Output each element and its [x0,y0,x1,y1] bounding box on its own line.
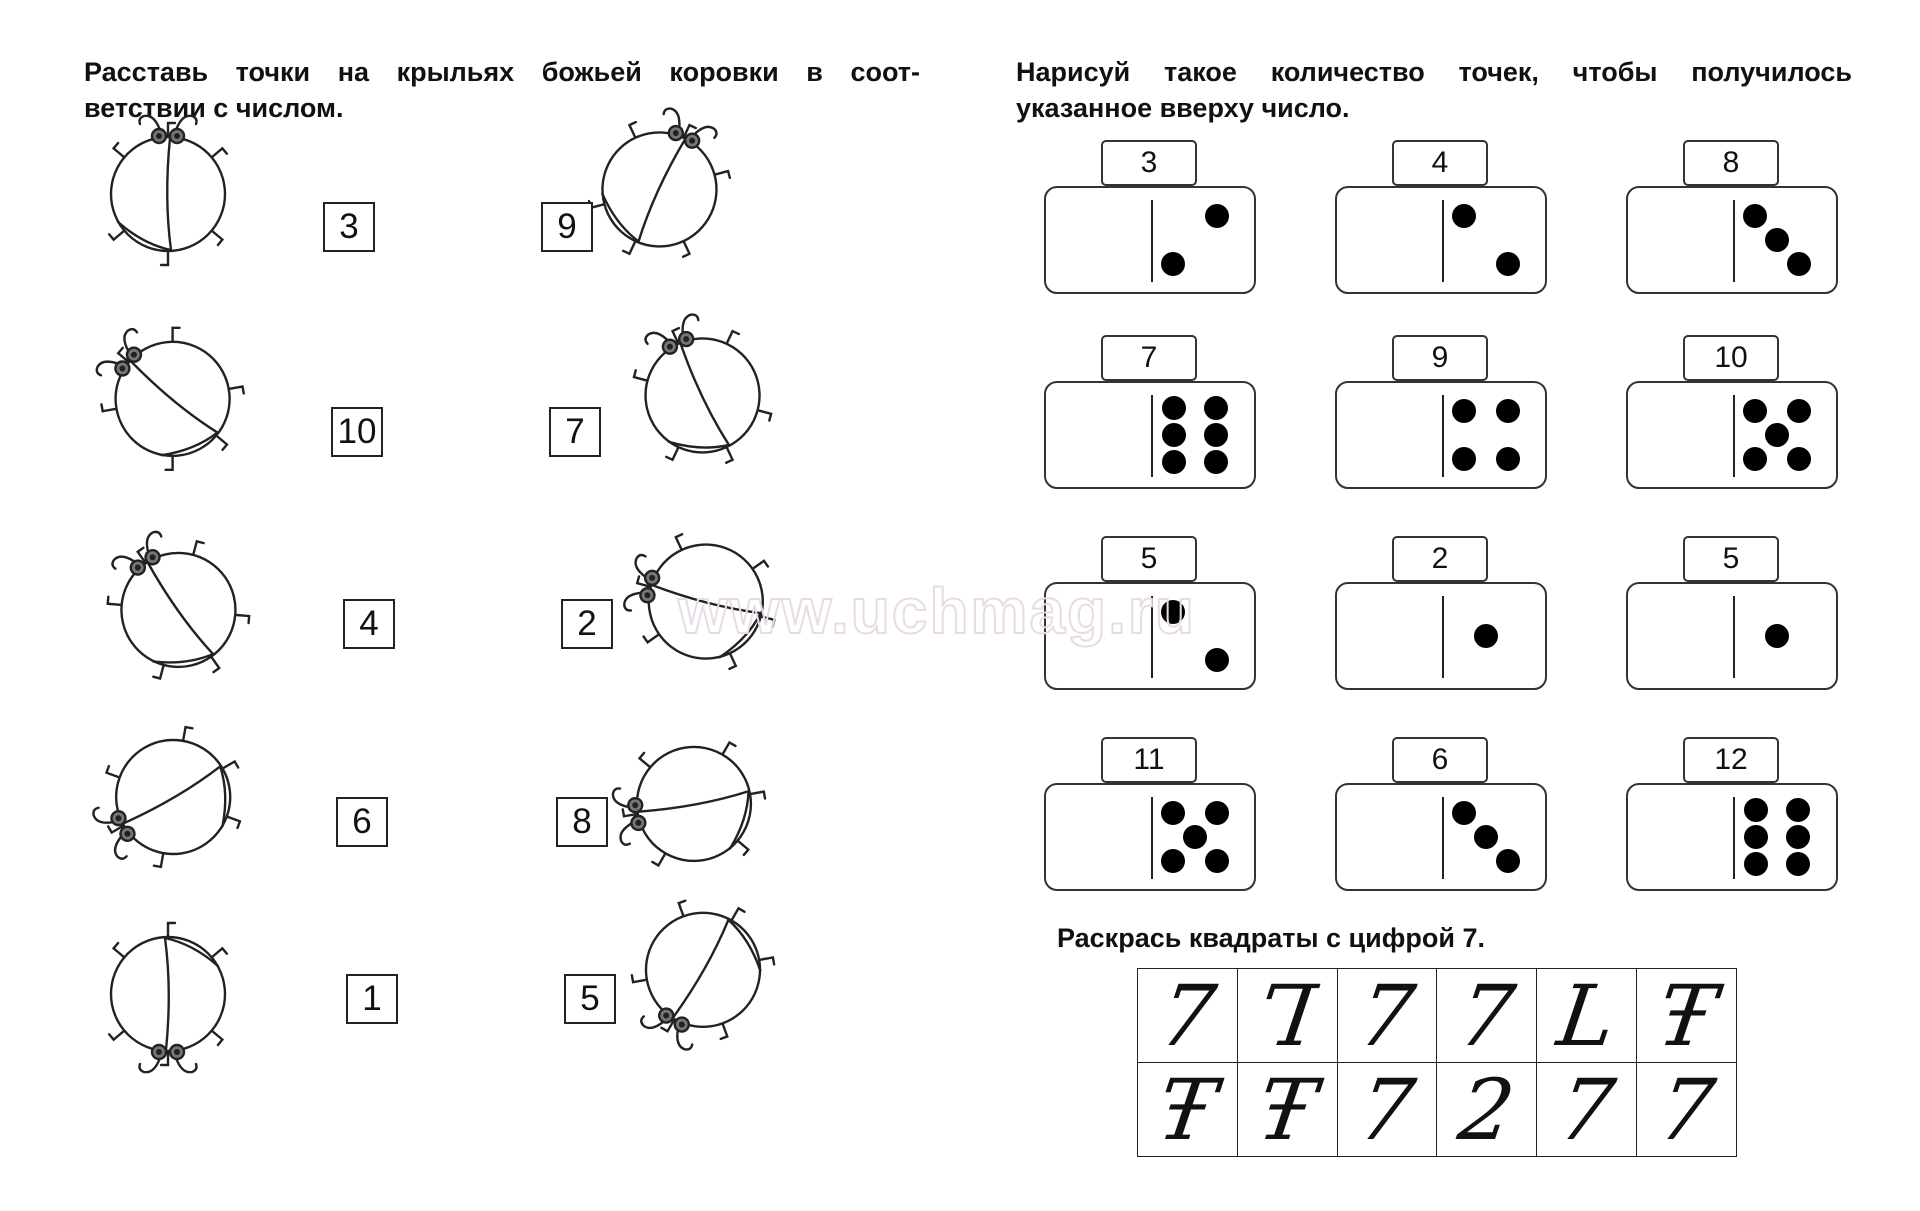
domino-divider [1442,596,1444,678]
domino-divider [1151,596,1153,678]
domino-dot [1786,798,1810,822]
domino-card [1044,536,1256,711]
grid-cell-digit: 7 [1553,1060,1621,1159]
ladybug-number-box: 4 [343,599,395,649]
domino-target-number: 7 [1101,335,1197,381]
domino-target-number: 11 [1101,737,1197,783]
domino-divider [1733,797,1735,879]
grid-row [1138,1063,1737,1157]
digit-coloring-grid [1137,968,1737,1157]
ladybug-number-box: 3 [323,202,375,252]
grid-cell-digit: Ŧ [1651,966,1722,1065]
domino-target-number: 9 [1392,335,1488,381]
grid-cell[interactable] [1337,966,1437,1065]
grid-cell[interactable] [1637,966,1737,1065]
grid-cell-digit: Ŧ [1152,1060,1223,1159]
domino-dot [1744,798,1768,822]
domino-body [1626,582,1838,690]
domino-dot [1765,228,1789,252]
grid-cell[interactable] [1237,1060,1337,1159]
domino-divider [1442,200,1444,282]
left-task-heading-line1: Расставь точки на крыльях божьей коровки в соот- [84,57,920,87]
grid-cell-digit: 7 [1153,966,1222,1065]
domino-body [1044,582,1256,690]
domino-target-number: 12 [1683,737,1779,783]
grid-cell[interactable] [1337,1060,1437,1159]
domino-dot [1204,450,1228,474]
grid-cell[interactable] [1637,1060,1737,1159]
grid-cell[interactable] [1138,1060,1238,1159]
domino-dot [1452,447,1476,471]
domino-body [1335,783,1547,891]
ladybug-number-box: 7 [549,407,601,457]
grid-cell[interactable] [1437,966,1537,1065]
domino-dot [1205,648,1229,672]
domino-dot [1452,801,1476,825]
domino-body [1335,582,1547,690]
domino-card [1626,536,1838,711]
domino-dot [1744,852,1768,876]
domino-dot [1474,825,1498,849]
domino-dot [1743,399,1767,423]
grid-row [1138,969,1737,1063]
domino-card [1335,140,1547,315]
domino-dot [1452,399,1476,423]
ladybug-number-box: 6 [336,797,388,847]
domino-divider [1442,395,1444,477]
ladybug-icon [615,305,785,480]
grid-cell[interactable] [1437,1060,1537,1159]
domino-dot [1161,801,1185,825]
domino-dot [1162,396,1186,420]
ladybug-number-box: 1 [346,974,398,1024]
domino-card [1044,737,1256,912]
domino-dot [1786,852,1810,876]
domino-divider [1733,596,1735,678]
grid-cell[interactable] [1537,1060,1637,1159]
domino-divider [1151,200,1153,282]
ladybug-icon [83,310,253,485]
domino-divider [1151,395,1153,477]
domino-dot [1474,624,1498,648]
domino-dot [1743,447,1767,471]
domino-dot [1496,849,1520,873]
grid-cell-digit: 7 [1353,966,1421,1065]
domino-divider [1442,797,1444,879]
domino-dot [1162,450,1186,474]
ladybug-number-box: 9 [541,202,593,252]
domino-target-number: 8 [1683,140,1779,186]
domino-body [1626,783,1838,891]
grid-cell-digit: 7 [1652,1060,1721,1159]
grid-cell[interactable] [1237,966,1337,1065]
color-task-heading: Раскрась квадраты с цифрой 7. [1057,923,1485,953]
domino-dot [1787,252,1811,276]
domino-target-number: 10 [1683,335,1779,381]
domino-card [1626,335,1838,510]
ladybug-icon [577,99,747,274]
right-task-heading-line1: Нарисуй такое количество точек, чтобы получилось [1016,57,1852,87]
grid-cell-digit: 7 [1453,966,1521,1065]
domino-body [1335,381,1547,489]
domino-dot [1205,849,1229,873]
domino-target-number: 5 [1101,536,1197,582]
domino-dot [1161,849,1185,873]
domino-dot [1765,624,1789,648]
domino-card [1044,335,1256,510]
grid-cell-digit: 2 [1453,1060,1521,1159]
domino-target-number: 2 [1392,536,1488,582]
domino-dot [1496,252,1520,276]
watermark: www.uchmag.ru [678,575,1196,647]
ladybug-icon [615,515,785,690]
ladybug-icon [615,890,785,1065]
domino-body [1044,783,1256,891]
domino-dot [1161,252,1185,276]
domino-dot [1204,396,1228,420]
domino-divider [1151,797,1153,879]
domino-dot [1452,204,1476,228]
domino-card [1335,737,1547,912]
domino-dot [1786,825,1810,849]
domino-dot [1496,399,1520,423]
domino-dot [1496,447,1520,471]
grid-cell-digit: 7 [1353,1060,1421,1159]
domino-card [1626,140,1838,315]
domino-target-number: 5 [1683,536,1779,582]
domino-card [1335,335,1547,510]
domino-dot [1765,423,1789,447]
ladybug-icon [603,720,773,895]
domino-body [1626,381,1838,489]
ladybug-number-box: 10 [331,407,383,457]
domino-divider [1733,395,1735,477]
grid-cell[interactable] [1138,966,1238,1065]
domino-dot [1162,423,1186,447]
ladybug-number-box: 2 [561,599,613,649]
domino-card [1335,536,1547,711]
domino-dot [1787,399,1811,423]
domino-body [1044,186,1256,294]
ladybug-icon [83,915,253,1090]
grid-cell-digit: Ꞁ [1252,966,1323,1065]
left-task-heading-line2: ветствии с числом. [84,93,344,123]
domino-divider [1733,200,1735,282]
domino-body [1335,186,1547,294]
ladybug-icon [83,715,253,890]
domino-dot [1744,825,1768,849]
domino-target-number: 4 [1392,140,1488,186]
grid-cell[interactable] [1537,966,1637,1065]
domino-card [1044,140,1256,315]
right-task-heading-line2: указанное вверху число. [1016,93,1350,123]
right-task-heading [1016,54,1852,126]
domino-card [1626,737,1838,912]
domino-dot [1205,801,1229,825]
ladybug-icon [83,103,253,278]
domino-body [1044,381,1256,489]
domino-dot [1161,600,1185,624]
domino-dot [1205,204,1229,228]
domino-target-number: 6 [1392,737,1488,783]
ladybug-number-box: 8 [556,797,608,847]
domino-dot [1183,825,1207,849]
grid-cell-digit: L [1551,966,1622,1065]
domino-target-number: 3 [1101,140,1197,186]
grid-cell-digit: Ŧ [1252,1060,1323,1159]
domino-dot [1204,423,1228,447]
domino-body [1626,186,1838,294]
ladybug-number-box: 5 [564,974,616,1024]
domino-dot [1787,447,1811,471]
domino-dot [1743,204,1767,228]
ladybug-icon [90,520,260,695]
